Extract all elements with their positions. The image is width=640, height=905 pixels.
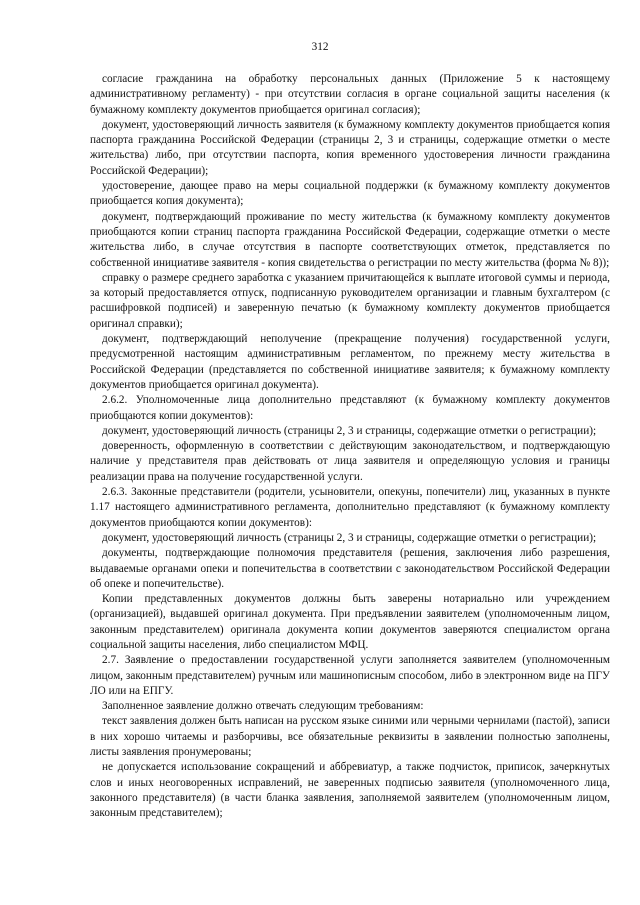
paragraph: Заполненное заявление должно отвечать следующим требованиям: [102, 700, 424, 713]
paragraph: документ, подтверждающий неполучение (прекращение получения) государственной услуги, предусмотренной настоящим административным регламентом, по прежнему месту жительства в Российской Федерации (представляется по собственной инициативе заявителя; к бумажному комплекту документов приобщается оригинал документа). [90, 333, 610, 391]
page-number: 312 [311, 41, 329, 53]
paragraph: документ, удостоверяющий личность (страницы 2, 3 и страницы, содержащие отметки о регистрации); [102, 424, 597, 437]
paragraph: документы, подтверждающие полномочия представителя (решения, заключения либо разрешения, выдаваемые органами опеки и попечительства в соответствии с законодательством Российской Федерации об опеке и попечительстве). [90, 547, 610, 590]
paragraph: не допускается использование сокращений и аббревиатур, а также подчисток, приписок, зачеркнутых слов и иных неоговоренных исправлений, не заверенных подписью заявителя (уполномоченного лица, законного представителя) (в части бланка заявления, заполняемой заявителем (уполномоченным лицом, законным представителем); [90, 761, 610, 820]
paragraph: доверенность, оформленную в соответствии с действующим законодательством, и подтверждающую наличие у представителя прав действовать от лица заявителя и определяющую условия и границы реализации права на получение государственной услуги. [90, 440, 610, 483]
paragraph: удостоверение, дающее право на меры социальной поддержки (к бумажному комплекту документов приобщается копия документа); [90, 180, 610, 208]
paragraph: документ, подтверждающий проживание по месту жительства (к бумажному комплекту документов приобщаются копии страниц паспорта гражданина Российской Федерации, содержащие отметки о месте жительства либо, в случае отсутствия в паспорте соответствующих отметок, представляется по собственной инициативе заявителя - копия свидетельства о регистрации по месту жительства (форма № 8)); [90, 210, 610, 269]
paragraph: документ, удостоверяющий личность заявителя (к бумажному комплекту документов приобщается копия паспорта гражданина Российской Федерации (страницы 2, 3 и страницы, содержащие отметки о месте жительства) либо, при отсутствии паспорта, копия временного удостоверения личности гражданина Российской Федерации); [90, 118, 610, 177]
paragraph: 2.6.2. Уполномоченные лица дополнительно представляют (к бумажному комплекту документов приобщаются копии документов): [90, 394, 610, 422]
paragraph: 2.7. Заявление о предоставлении государственной услуги заполняется заявителем (уполномоченным лицом, законным представителем) ручным или машинописным способом, либо в электронном виде на ПГУ ЛО или на ЕПГУ. [90, 654, 610, 697]
paragraph: документ, удостоверяющий личность (страницы 2, 3 и страницы, содержащие отметки о регистрации); [102, 531, 597, 544]
paragraph: согласие гражданина на обработку персональных данных (Приложение 5 к настоящему административному регламенту) - при отсутствии согласия в органе социальной защиты населения (к бумажному комплекту документов приобщается оригинал согласия); [90, 73, 610, 116]
paragraph: 2.6.3. Законные представители (родители, усыновители, опекуны, попечители) лиц, указанных в пункте 1.17 настоящего административного регламента, дополнительно представляют (к бумажному комплекту документов приобщаются копии документов): [90, 486, 610, 529]
paragraph: Копии представленных документов должны быть заверены нотариально или учреждением (организацией), выдавшей оригинал документа. При предъявлении заявителем (уполномоченным лицом, законным представителем) оригинала документа копии документов заверяются специалистом органа социальной защиты населения, либо специалистом МФЦ. [90, 593, 610, 651]
document-body [90, 72, 610, 822]
paragraph: текст заявления должен быть написан на русском языке синими или черными чернилами (пастой), записи в них хорошо читаемы и разборчивы, все обязательные реквизиты в заявлении полностью заполнены, листы заявления пронумерованы; [90, 715, 610, 759]
paragraph: справку о размере среднего заработка с указанием причитающейся к выплате итоговой суммы и периода, за который предоставляется отпуск, подписанную руководителем организации и главным бухгалтером (с расшифровкой подписей) и заверенную печатью (к бумажному комплекту документов приобщается оригинал справки); [90, 271, 610, 330]
